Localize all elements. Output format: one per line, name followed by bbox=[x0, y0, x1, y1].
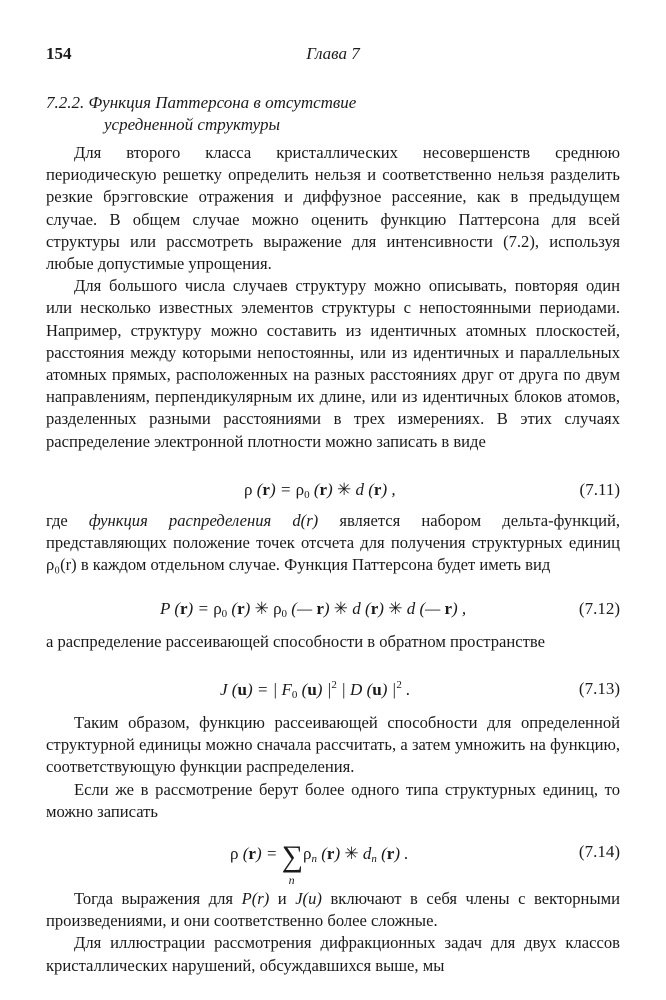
paragraph-5: Таким образом, функцию рассеивающей способности для определенной структурной единицы можно сначала рассчитать, а затем умножить на функцию, соответствующую функции распределения. bbox=[46, 713, 620, 777]
text-block-3 bbox=[46, 631, 620, 653]
text-block-1 bbox=[46, 142, 620, 453]
equation-7-13-number: (7.13) bbox=[578, 679, 620, 698]
text-block-5 bbox=[46, 888, 620, 977]
page-number: 154 bbox=[46, 44, 72, 63]
paragraph-3 bbox=[46, 510, 620, 577]
running-head bbox=[46, 44, 620, 68]
equation-7-14 bbox=[46, 840, 620, 887]
equation-7-13-formula: J (u) = | $F_0$ (u) $|^2$ | D (u) $|^2$ . bbox=[220, 679, 411, 701]
term-distribution-function: функция распределения bbox=[88, 511, 272, 530]
term-d-r: d(r) bbox=[292, 511, 319, 530]
term-rho0-r: ρ₀(r) bbox=[46, 555, 77, 575]
equation-7-13 bbox=[46, 679, 620, 705]
summation-symbol: ∑ n bbox=[281, 840, 303, 887]
paragraph-7-end: включают в себя члены с векторными произведениями, и они соответственно более сложные. bbox=[46, 889, 620, 931]
paragraph-1: Для второго класса кристаллических несовершенств среднюю периодическую решетку определить нельзя и соответственно нельзя разделить резкие брэгговские отражения и диффузное рассеяние, как в предыдущем случае. В общем случае можно оценить функцию Паттерсона для всей структуры или рассмотреть выражение для интенсивности (7.2), используя любые допустимые упрощения. bbox=[46, 143, 620, 274]
paragraph-4: а распределение рассеивающей способности в обратном пространстве bbox=[46, 632, 545, 651]
text-block-2 bbox=[46, 510, 620, 577]
paragraph-3-mid: является набором дельта-функций, представляющих положение точек отсчета для получения структурных единиц bbox=[46, 511, 621, 553]
equation-7-12-formula: P $(r) = \rho_0$ (r) ✳ $\rho_0$ (— r) ✳ d (r) ✳ d (— r) , bbox=[160, 599, 467, 620]
equation-7-14-number: (7.14) bbox=[578, 842, 620, 861]
section-heading-line-2: усредненной структуры bbox=[104, 115, 280, 134]
paragraph-2: Для большого числа случаев структуру можно описывать, повторяя один или несколько известных элементов структуры с непостоянными периодами. Например, структуру можно составить из идентичных атомных плоскостей, расстояния между которыми непостоянны, или из идентичных и параллельных атомных прямых, расположенных на разных расстояниях друг от друга по двум направлениям, перпендикулярным их длине, или из идентичных блоков атомов, разделенных разными расстояниями в трех измерениях. В этих случаях распределение электронной плотности можно записать в виде bbox=[46, 276, 620, 451]
equation-7-11-number: (7.11) bbox=[579, 480, 620, 499]
equation-7-14-formula: ρ (r) = ∑ n $\rho_n$ (r) ✳ $d_n$ (r) . bbox=[230, 840, 409, 887]
equation-7-11 bbox=[46, 480, 620, 506]
paragraph-7-start: Тогда выражения для bbox=[74, 889, 234, 908]
text-block-4 bbox=[46, 712, 620, 823]
paragraph-7 bbox=[46, 888, 620, 932]
equation-7-12 bbox=[46, 599, 620, 625]
paragraph-8: Для иллюстрации рассмотрения дифракционных задач для двух классов кристаллических нарушений, обсуждавшихся выше, мы bbox=[46, 933, 620, 975]
equation-7-12-number: (7.12) bbox=[578, 599, 620, 618]
section-heading-line-1: 7.2.2. Функция Паттерсона в отсутствие bbox=[46, 93, 357, 112]
paragraph-3-start: где bbox=[46, 511, 68, 530]
section-heading bbox=[46, 92, 606, 136]
equation-7-11-formula: ρ $(r) = \rho_0$ (r) ✳ d (r) , bbox=[244, 480, 396, 501]
paragraph-3-end: в каждом отдельном случае. Функция Паттерсона будет иметь вид bbox=[80, 555, 551, 575]
paragraph-6: Если же в рассмотрение берут более одного типа структурных единиц, то можно записать bbox=[46, 779, 620, 821]
chapter-title: Глава 7 bbox=[306, 44, 360, 63]
term-j-u: J(u) bbox=[295, 889, 322, 908]
term-p-r: P(r) bbox=[241, 889, 270, 908]
paragraph-7-and: и bbox=[277, 889, 287, 908]
